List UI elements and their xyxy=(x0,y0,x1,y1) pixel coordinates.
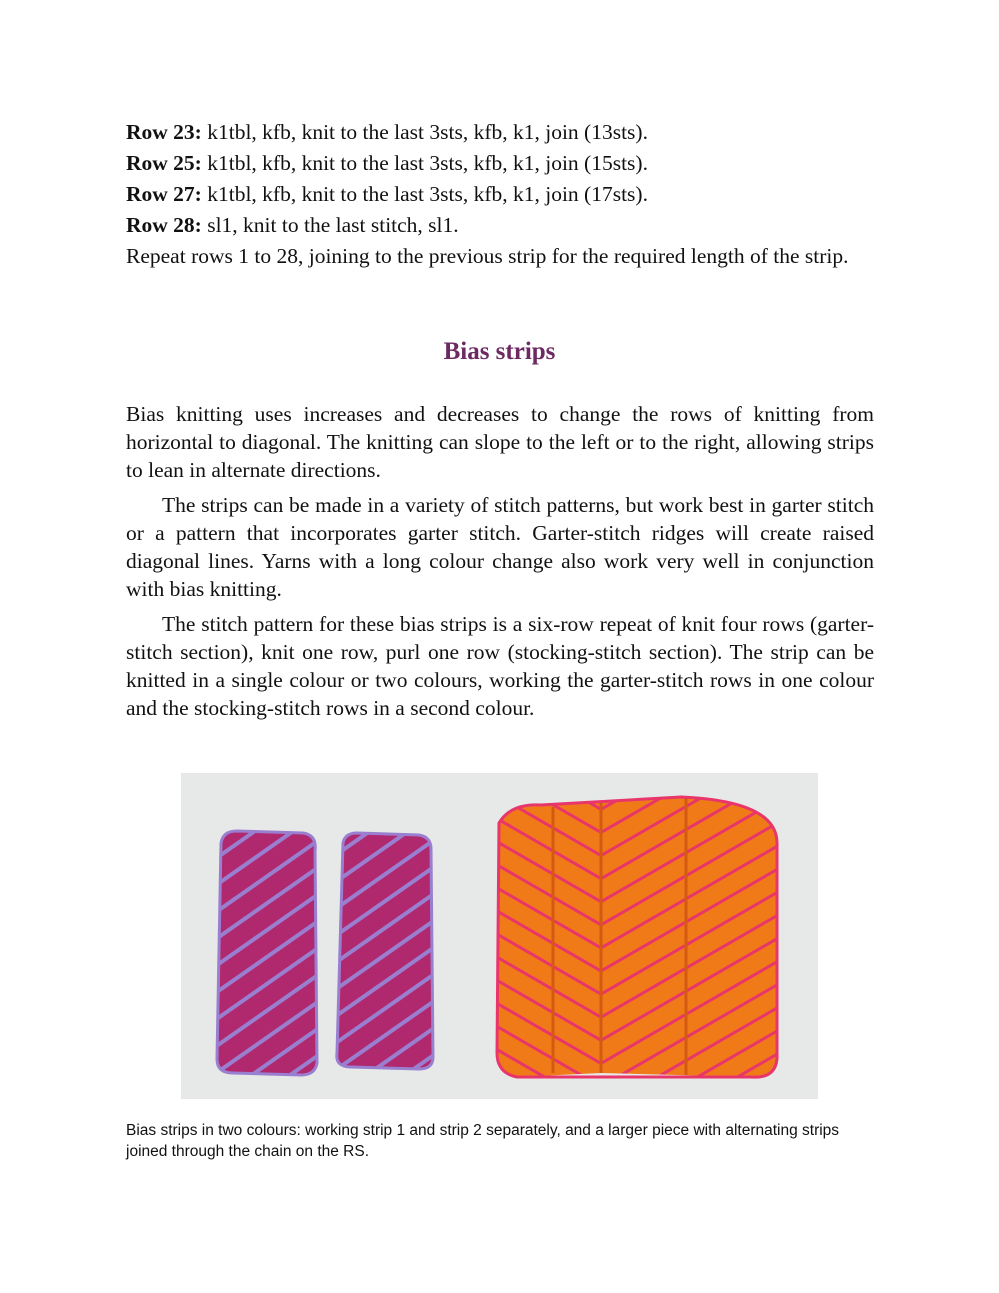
pattern-rows xyxy=(126,117,874,270)
row-text: sl1, knit to the last stitch, sl1. xyxy=(201,213,459,237)
row-label: Row 23: xyxy=(126,120,202,144)
row-text: k1tbl, kfb, knit to the last 3sts, kfb, k1, join (13sts). xyxy=(201,120,648,144)
row-text: k1tbl, kfb, knit to the last 3sts, kfb, k1, join (15sts). xyxy=(201,151,648,175)
knitting-photo xyxy=(181,773,818,1099)
knitting-illustration xyxy=(181,773,818,1099)
row-text: k1tbl, kfb, knit to the last 3sts, kfb, k1, join (17sts). xyxy=(201,182,648,206)
row-label: Row 25: xyxy=(126,151,202,175)
row-23-instruction xyxy=(126,117,874,148)
row-25-instruction xyxy=(126,148,874,179)
row-label: Row 28: xyxy=(126,213,202,237)
paragraph-intro: Bias knitting uses increases and decreases to change the rows of knitting from horizontal to diagonal. The knitting can slope to the left or to the right, allowing strips to lean in alternate directions. xyxy=(126,402,874,482)
square-right-half xyxy=(601,797,777,1077)
paragraph-stitch-patterns: The strips can be made in a variety of stitch patterns, but work best in garter stitch or a pattern that incorporates garter stitch. Garter-stitch ridges will create raised diagonal lines. Yarns with a long colour change also work very well in conjunction with bias knitting. xyxy=(126,493,874,601)
strip-2 xyxy=(337,833,433,1069)
strip-1 xyxy=(217,831,317,1075)
photo-caption: Bias strips in two colours: working strip 1 and strip 2 separately, and a larger piece with alternating strips joined through the chain on the RS. xyxy=(126,1122,840,1160)
section-heading: Bias strips xyxy=(443,338,556,365)
repeat-instruction: Repeat rows 1 to 28, joining to the previous strip for the required length of the strip. xyxy=(126,244,849,268)
paragraph-repeat: The stitch pattern for these bias strips is a six-row repeat of knit four rows (garter-stitch section), knit one row, purl one row (stocking-stitch section). The strip can be knitted in a single colour or two colours, working the garter-stitch rows in one colour and the stocking-stitch rows in a second colour. xyxy=(126,612,874,720)
row-label: Row 27: xyxy=(126,182,202,206)
row-27-instruction xyxy=(126,179,874,210)
row-28-instruction xyxy=(126,210,874,241)
square-left-half xyxy=(497,801,603,1077)
section-body xyxy=(126,400,874,729)
